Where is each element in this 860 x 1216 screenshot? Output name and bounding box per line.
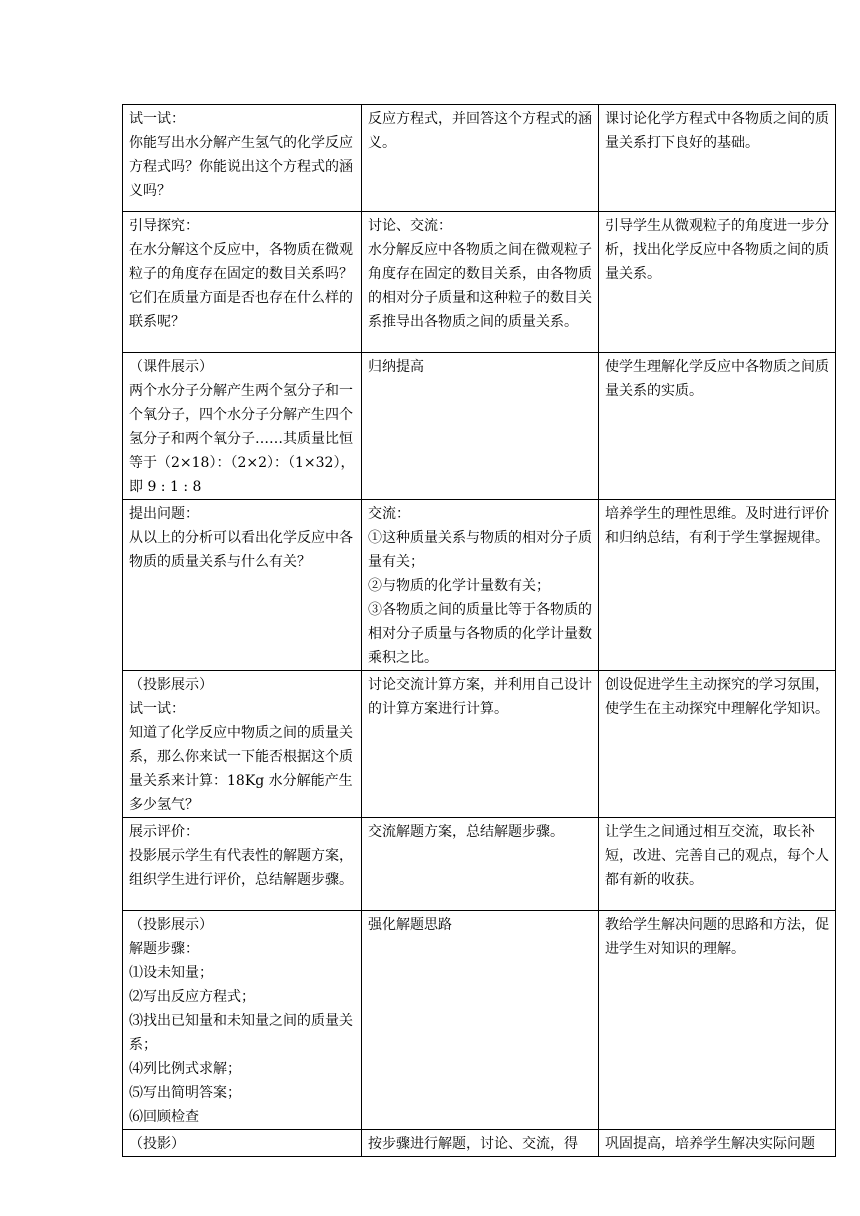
teacher-activity-cell: 引导探究： 在水分解这个反应中，各物质在微观粒子的角度存在固定的数目关系吗？它们在质量方面是否也存在什么样的联系呢？ bbox=[123, 212, 362, 353]
table-row bbox=[123, 671, 836, 818]
teacher-activity-cell: 提出问题： 从以上的分析可以看出化学反应中各物质的质量关系与什么有关？ bbox=[123, 500, 362, 671]
design-intent-cell: 教给学生解决问题的思路和方法，促进学生对知识的理解。 bbox=[599, 911, 836, 1130]
table-row bbox=[123, 105, 836, 212]
design-intent-cell: 课讨论化学方程式中各物质之间的质量关系打下良好的基础。 bbox=[599, 105, 836, 212]
table-row bbox=[123, 911, 836, 1130]
student-activity-cell: 强化解题思路 bbox=[362, 911, 599, 1130]
design-intent-cell: 培养学生的理性思维。及时进行评价和归纳总结，有利于学生掌握规律。 bbox=[599, 500, 836, 671]
design-intent-cell: 使学生理解化学反应中各物质之间质量关系的实质。 bbox=[599, 353, 836, 500]
teacher-activity-cell: （投影展示） 试一试： 知道了化学反应中物质之间的质量关系，那么你来试一下能否根据这个质量关系来计算：18Kg 水分解能产生多少氢气？ bbox=[123, 671, 362, 818]
student-activity-cell: 交流： ①这种质量关系与物质的相对分子质量有关； ②与物质的化学计量数有关； ③各物质之间的质量比等于各物质的相对分子质量与各物质的化学计量数乘积之比。 bbox=[362, 500, 599, 671]
table-row bbox=[123, 818, 836, 911]
teacher-activity-cell: 展示评价： 投影展示学生有代表性的解题方案，组织学生进行评价，总结解题步骤。 bbox=[123, 818, 362, 911]
teacher-activity-cell: （课件展示） 两个水分子分解产生两个氢分子和一个氧分子，四个水分子分解产生四个氢分子和两个氧分子……其质量比恒等于（2×18）：（2×2）：（1×32），即 9 : 1 : 8 bbox=[123, 353, 362, 500]
lesson-table bbox=[122, 104, 836, 1157]
table-row bbox=[123, 353, 836, 500]
design-intent-cell: 引导学生从微观粒子的角度进一步分析，找出化学反应中各物质之间的质量关系。 bbox=[599, 212, 836, 353]
student-activity-cell: 归纳提高 bbox=[362, 353, 599, 500]
table-row bbox=[123, 212, 836, 353]
design-intent-cell: 创设促进学生主动探究的学习氛围，使学生在主动探究中理解化学知识。 bbox=[599, 671, 836, 818]
design-intent-cell: 巩固提高，培养学生解决实际问题 bbox=[599, 1130, 836, 1157]
teacher-activity-cell: （投影展示） 解题步骤： ⑴设未知量； ⑵写出反应方程式； ⑶找出已知量和未知量之间的质量关系； ⑷列比例式求解； ⑸写出简明答案； ⑹回顾检查 bbox=[123, 911, 362, 1130]
student-activity-cell: 按步骤进行解题，讨论、交流，得 bbox=[362, 1130, 599, 1157]
teacher-activity-cell: 试一试： 你能写出水分解产生氢气的化学反应方程式吗？你能说出这个方程式的涵义吗？ bbox=[123, 105, 362, 212]
student-activity-cell: 讨论交流计算方案，并利用自己设计的计算方案进行计算。 bbox=[362, 671, 599, 818]
student-activity-cell: 反应方程式，并回答这个方程式的涵义。 bbox=[362, 105, 599, 212]
student-activity-cell: 讨论、交流： 水分解反应中各物质之间在微观粒子角度存在固定的数目关系，由各物质的相对分子质量和这种粒子的数目关系推导出各物质之间的质量关系。 bbox=[362, 212, 599, 353]
teacher-activity-cell: （投影） bbox=[123, 1130, 362, 1157]
design-intent-cell: 让学生之间通过相互交流，取长补短，改进、完善自己的观点，每个人都有新的收获。 bbox=[599, 818, 836, 911]
table-row bbox=[123, 500, 836, 671]
table-row bbox=[123, 1130, 836, 1157]
student-activity-cell: 交流解题方案，总结解题步骤。 bbox=[362, 818, 599, 911]
